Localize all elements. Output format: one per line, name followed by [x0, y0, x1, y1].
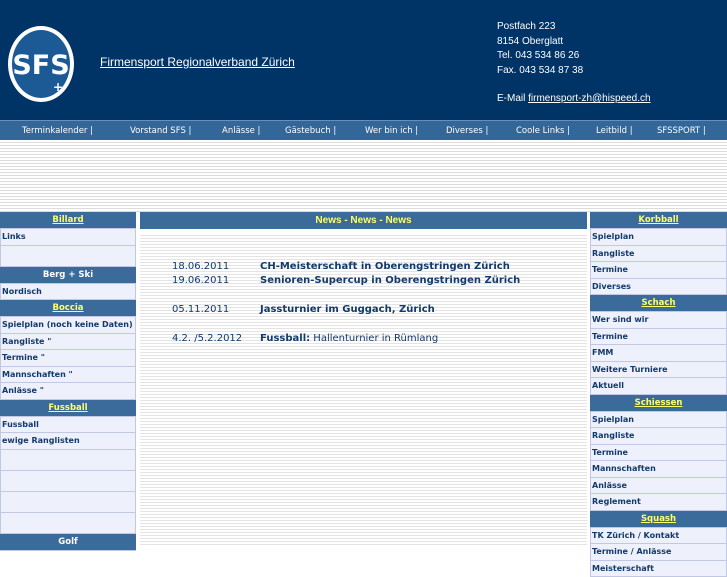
main-nav — [0, 120, 727, 140]
news-panel — [140, 212, 587, 545]
sidebar-item-korbball-termine[interactable]: Termine — [590, 262, 727, 279]
news-title: Fussball: — [260, 333, 310, 344]
sidebar-item-schiessen-spielplan[interactable]: Spielplan — [590, 412, 727, 429]
sidebar-item-squash-termine[interactable]: Termine / Anlässe — [590, 544, 727, 561]
section-billard[interactable]: Billard — [0, 212, 136, 229]
contact-fax: Fax. 043 534 87 38 — [497, 64, 651, 79]
section-schiessen[interactable]: Schiessen — [590, 395, 727, 412]
section-schach[interactable]: Schach — [590, 295, 727, 312]
section-berg-ski[interactable]: Berg + Ski — [0, 267, 136, 284]
nav-coole-links[interactable]: Coole Links | — [516, 126, 570, 136]
sidebar-item-schiessen-reglement[interactable]: Reglement — [590, 494, 727, 511]
contact-postfach: Postfach 223 — [497, 20, 651, 35]
sidebar-empty-cell — [0, 450, 136, 471]
contact-phone: Tel. 043 534 86 26 — [497, 49, 651, 64]
sidebar-item-nordisch[interactable]: Nordisch — [0, 284, 136, 301]
sidebar-item-boccia-spielplan[interactable]: Spielplan (noch keine Daten) — [0, 317, 136, 334]
sidebar-item-schiessen-rangliste[interactable]: Rangliste — [590, 428, 727, 445]
sidebar-item-boccia-termine[interactable]: Termine " — [0, 350, 136, 367]
sidebar-item-schiessen-termine[interactable]: Termine — [590, 445, 727, 462]
news-body — [140, 233, 587, 545]
sidebar-empty-cell — [0, 513, 136, 534]
email-link[interactable]: firmensport-zh@hispeed.ch — [528, 93, 650, 104]
sidebar-item-squash-meisterschaft[interactable]: Meisterschaft — [590, 561, 727, 577]
sidebar-item-korbball-rangliste[interactable]: Rangliste — [590, 246, 727, 263]
news-title: Jassturnier im Guggach, Zürich — [260, 304, 435, 315]
contact-block — [497, 20, 651, 107]
sidebar-item-fussball[interactable]: Fussball — [0, 417, 136, 434]
section-golf[interactable]: Golf — [0, 534, 136, 551]
sidebar-item-schach-aktuell[interactable]: Aktuell — [590, 378, 727, 395]
svg-text:SFS: SFS — [12, 50, 69, 81]
svg-text:+: + — [53, 80, 63, 94]
site-title[interactable]: Firmensport Regionalverband Zürich — [100, 55, 295, 69]
sidebar-item-schach-wer-sind-wir[interactable]: Wer sind wir — [590, 312, 727, 329]
nav-sfssport[interactable]: SFSSPORT | — [657, 126, 706, 136]
sidebar-item-schach-fmm[interactable]: FMM — [590, 345, 727, 362]
sidebar-empty-cell — [0, 471, 136, 492]
news-title: CH-Meisterschaft in Oberengstringen Zürich — [260, 261, 510, 272]
news-item[interactable] — [172, 333, 438, 344]
news-item[interactable] — [172, 275, 520, 286]
sfs-logo[interactable] — [6, 24, 76, 104]
sidebar-item-schiessen-mannschaften[interactable]: Mannschaften — [590, 461, 727, 478]
news-date: 4.2. /5.2.2012 — [172, 333, 260, 344]
sidebar-item-korbball-diverses[interactable]: Diverses — [590, 279, 727, 296]
sidebar-item-links[interactable]: Links — [0, 229, 136, 246]
news-header: News - News - News — [140, 212, 587, 229]
sidebar-item-squash-tk[interactable]: TK Zürich / Kontakt — [590, 528, 727, 545]
sidebar-empty-cell — [0, 492, 136, 513]
nav-wer-bin-ich[interactable]: Wer bin ich | — [365, 126, 418, 136]
site-header — [0, 0, 727, 120]
sidebar-item-schach-termine[interactable]: Termine — [590, 329, 727, 346]
nav-gaestebuch[interactable]: Gästebuch | — [285, 126, 336, 136]
nav-leitbild[interactable]: Leitbild | — [596, 126, 633, 136]
section-fussball[interactable]: Fussball — [0, 400, 136, 417]
sidebar-item-boccia-rangliste[interactable]: Rangliste " — [0, 334, 136, 351]
sidebar-empty-cell — [0, 246, 136, 267]
news-date: 05.11.2011 — [172, 304, 260, 315]
sidebar-item-boccia-mannschaften[interactable]: Mannschaften " — [0, 367, 136, 384]
sidebar-item-boccia-anlaesse[interactable]: Anlässe " — [0, 383, 136, 400]
sidebar-item-ewige-ranglisten[interactable]: ewige Ranglisten — [0, 433, 136, 450]
section-boccia[interactable]: Boccia — [0, 300, 136, 317]
banner-stripes — [0, 140, 727, 212]
sidebar-item-schiessen-anlaesse[interactable]: Anlässe — [590, 478, 727, 495]
news-item[interactable] — [172, 261, 510, 272]
section-squash[interactable]: Squash — [590, 511, 727, 528]
nav-anlaesse[interactable]: Anlässe | — [222, 126, 260, 136]
news-date: 19.06.2011 — [172, 275, 260, 286]
news-item[interactable] — [172, 304, 435, 315]
nav-diverses[interactable]: Diverses | — [446, 126, 488, 136]
email-label: E-Mail — [497, 93, 528, 104]
news-rest: Hallenturnier in Rümlang — [310, 333, 438, 344]
sidebar-item-korbball-spielplan[interactable]: Spielplan — [590, 229, 727, 246]
contact-city: 8154 Oberglatt — [497, 35, 651, 50]
news-date: 18.06.2011 — [172, 261, 260, 272]
sidebar-item-schach-weitere-turniere[interactable]: Weitere Turniere — [590, 362, 727, 379]
nav-vorstand[interactable]: Vorstand SFS | — [130, 126, 191, 136]
contact-email-row — [497, 92, 651, 107]
left-sidebar — [0, 212, 136, 551]
nav-terminkalender[interactable]: Terminkalender | — [22, 126, 93, 136]
section-korbball[interactable]: Korbball — [590, 212, 727, 229]
right-sidebar — [590, 212, 727, 577]
news-title: Senioren-Supercup in Oberengstringen Zürich — [260, 275, 520, 286]
